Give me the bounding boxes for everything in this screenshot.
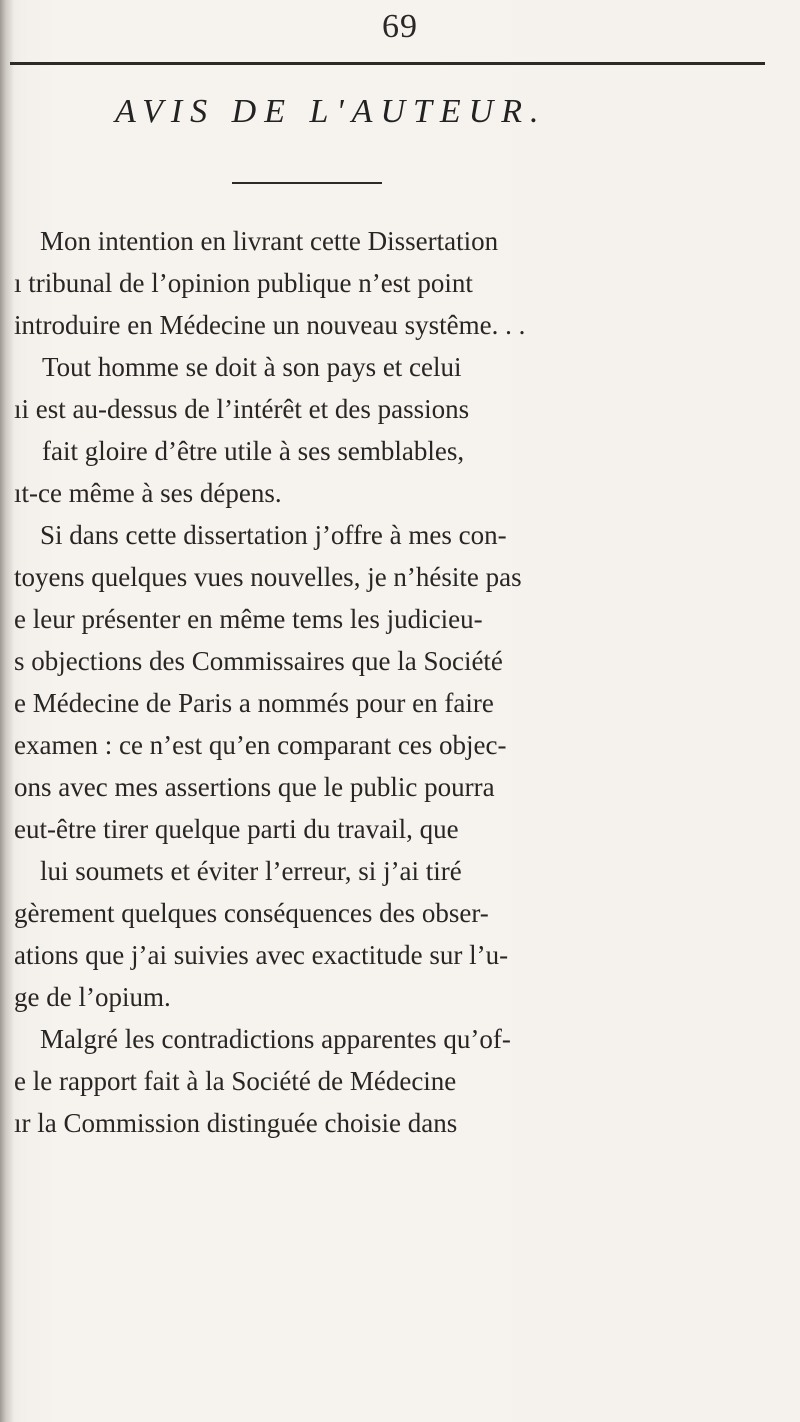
page-number: 69 [382, 8, 418, 45]
text-line: ations que j’ai suivies avec exactitude sur l’u- [14, 940, 509, 970]
text-line: introduire en Médecine un nouveau systême. . . [14, 310, 526, 340]
text-line: toyens quelques vues nouvelles, je n’hésite pas [14, 562, 522, 592]
text-line: e leur présenter en même tems les judicieu- [14, 604, 483, 634]
binding-gutter-shadow [0, 0, 14, 1422]
section-heading: AVIS DE L'AUTEUR. [115, 93, 547, 130]
heading-underline-rule [232, 182, 382, 184]
text-line: s objections des Commissaires que la Société [14, 646, 503, 676]
text-line: ıi est au-dessus de l’intérêt et des passions [14, 394, 470, 424]
text-line: e Médecine de Paris a nommés pour en faire [14, 688, 494, 718]
text-line: e le rapport fait à la Société de Médecine [14, 1066, 457, 1096]
text-line: lui soumets et éviter l’erreur, si j’ai tiré [40, 856, 462, 886]
text-line: gèrement quelques conséquences des obser- [14, 898, 489, 928]
text-line: Si dans cette dissertation j’offre à mes con- [40, 520, 507, 550]
text-line: Tout homme se doit à son pays et celui [42, 352, 462, 382]
text-line: Malgré les contradictions apparentes qu’of- [40, 1024, 511, 1054]
header-rule [10, 62, 765, 65]
text-line: ge de l’opium. [14, 982, 171, 1012]
text-line: ır la Commission distinguée choisie dans [14, 1108, 458, 1138]
text-line: Mon intention en livrant cette Dissertation [40, 226, 499, 256]
text-line: ıt-ce même à ses dépens. [14, 478, 282, 508]
text-line: examen : ce n’est qu’en comparant ces objec- [14, 730, 507, 760]
text-line: fait gloire d’être utile à ses semblables, [42, 436, 465, 466]
text-line: ı tribunal de l’opinion publique n’est point [14, 268, 473, 298]
text-line: ons avec mes assertions que le public pourra [14, 772, 495, 802]
text-line: eut-être tirer quelque parti du travail, que [14, 814, 459, 844]
